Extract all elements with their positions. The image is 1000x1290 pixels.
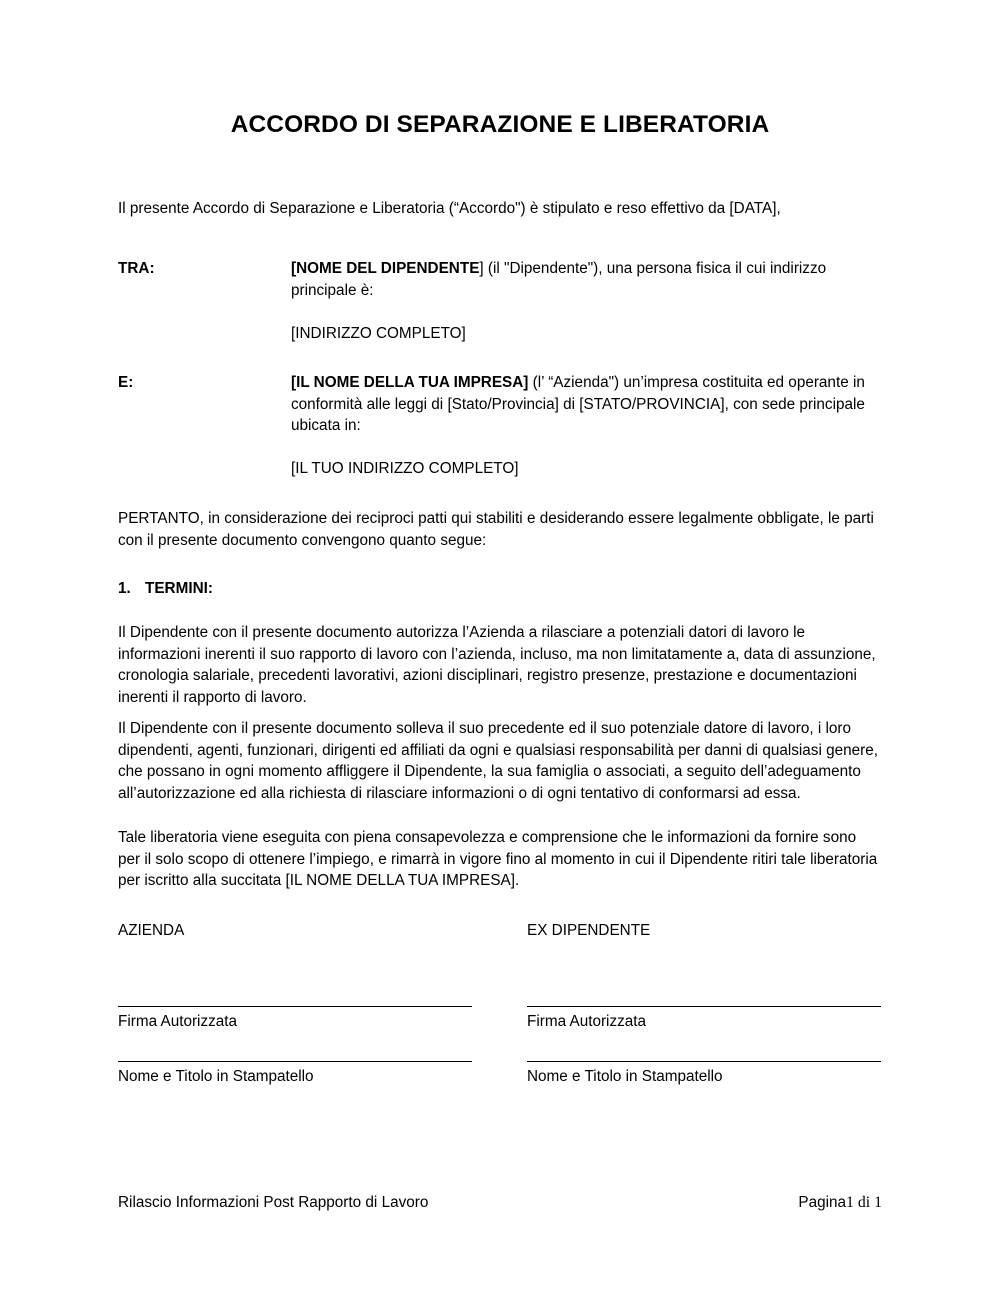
party-description-company [291,372,882,437]
signature-line-company-signature[interactable] [118,1006,472,1007]
signature-party-company: AZIENDA [118,922,185,939]
footer-document-name: Rilascio Informazioni Post Rapporto di Lavoro [118,1194,429,1211]
signature-caption-employee-signature: Firma Autorizzata [527,1013,647,1030]
signature-caption-company-signature: Firma Autorizzata [118,1013,238,1030]
signature-line-employee-name[interactable] [527,1061,881,1062]
signature-caption-company-name: Nome e Titolo in Stampatello [118,1068,314,1085]
party-label-e: E: [118,374,134,391]
signature-caption-employee-name: Nome e Titolo in Stampatello [527,1068,723,1085]
clause-heading-termini [118,578,882,599]
clause-title: TERMINI: [145,580,213,597]
clause-number: 1. [118,580,131,597]
recital-paragraph: PERTANTO, in considerazione dei reciproci patti qui stabiliti e desiderando essere legalmente obbligate, le parti con il presente documento convengono quanto segue: [118,510,874,549]
intro-paragraph: Il presente Accordo di Separazione e Liberatoria (“Accordo") è stipulato e reso effettivo da [DATA], [118,200,781,217]
party-name-company: [IL NOME DELLA TUA IMPRESA] [291,374,529,391]
clause-paragraph-3: Tale liberatoria viene eseguita con piena consapevolezza e comprensione che le informazioni da fornire sono per il solo scopo di ottenere l’impiego, e rimarrà in vigore fino al momento in cui il Dipendente ritiri tale liberatoria per iscritto alla succitata [IL NOME DELLA TUA IMPRESA]. [118,829,878,890]
footer-page-number [798,1192,882,1213]
footer-page-label: Pagina [798,1194,847,1211]
footer-page-value: 1 di 1 [846,1194,882,1211]
party-name-employee: [NOME DEL DIPENDENTE [291,260,480,277]
party-address-company: [IL TUO INDIRIZZO COMPLETO] [291,460,519,477]
clause-paragraph-1: Il Dipendente con il presente documento autorizza l’Azienda a rilasciare a potenziali datori di lavoro le informazioni inerenti il suo rapporto di lavoro con l’azienda, incluso, ma non limitatamente a, data di assunzione, cronologia salariale, precedenti lavorativi, azioni disciplinari, registro presenze, prestazione e documentazioni inerenti il rapporto di lavoro. [118,624,876,707]
party-body-employee [291,258,882,344]
party-address-employee: [INDIRIZZO COMPLETO] [291,324,466,342]
signature-party-employee: EX DIPENDENTE [527,922,651,939]
signature-line-employee-signature[interactable] [527,1006,881,1007]
clause-paragraph-2: Il Dipendente con il presente documento solleva il suo precedente ed il suo potenziale datore di lavoro, i loro dipendenti, agenti, funzionari, dirigenti ed affiliati da ogni e qualsiasi responsabilità per danni di qualsiasi genere, che possano in ogni momento affliggere il Dipendente, la sua famiglia o associati, a seguito dell’adeguamento all’autorizzazione ed alla richiesta di rilasciare informazioni o di ogni tentativo di conformarsi ad essa. [118,720,878,803]
party-detail-employee: ] (il "Dipendente"), una persona fisica il cui indirizzo principale è: [291,260,827,299]
signature-line-company-name[interactable] [118,1061,472,1062]
page-title: ACCORDO DI SEPARAZIONE E LIBERATORIA [230,111,770,138]
party-description-employee [291,258,882,301]
party-detail-company: (l’ “Azienda") un’impresa costituita ed operante in conformità alle leggi di [Stato/Provincia] di [STATO/PROVINCIA], con sede principale ubicata in: [291,374,865,434]
party-body-company [291,372,882,480]
party-label-tra: TRA: [118,260,155,277]
